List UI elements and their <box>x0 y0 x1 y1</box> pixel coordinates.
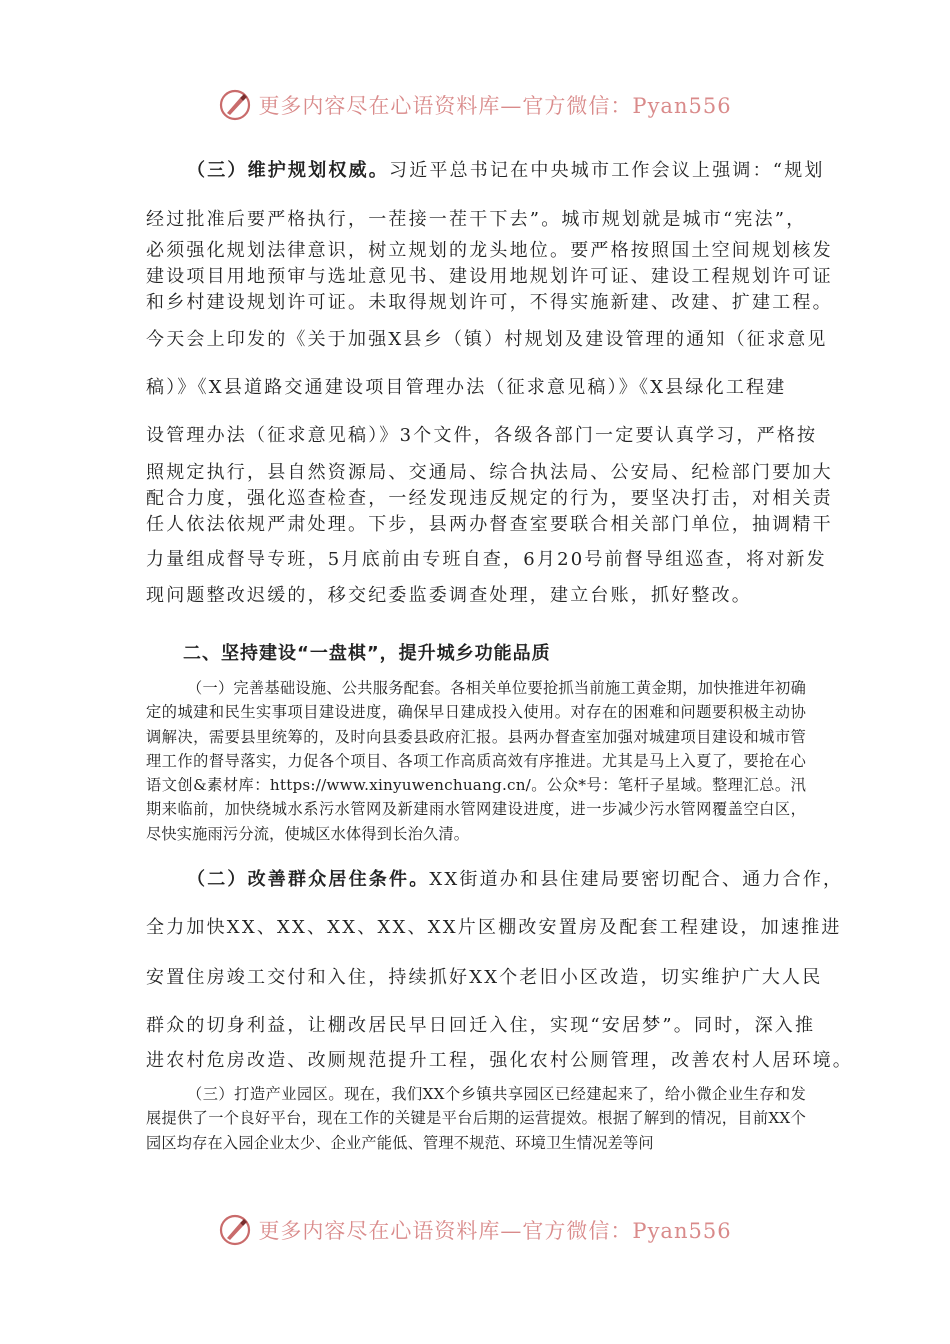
watermark-text: 更多内容尽在心语资料库—官方微信：Pyan556 <box>258 94 732 118</box>
section-lead: （三）维护规划权威。 <box>187 160 389 181</box>
text-line: 今天会上印发的《关于加强X县乡（镇）村规划及建设管理的通知（征求意见 <box>146 329 828 350</box>
section-housing <box>146 862 853 1080</box>
text-line: 照规定执行，县自然资源局、交通局、综合执法局、公安局、纪检部门要加大 <box>146 462 833 483</box>
text-line: 安置住房竣工交付和入住，持续抓好XX个老旧小区改造，切实维护广大人民 <box>146 967 823 989</box>
section-planning-authority <box>146 152 833 610</box>
watermark-footer <box>0 1213 950 1247</box>
text-line: 经过批准后要严格执行，一茬接一茬干下去”。城市规划就是城市“宪法”， <box>146 209 807 230</box>
text-line: 群众的切身利益，让棚改居民早日回迁入住，实现“安居梦”。同时，深入推 <box>146 1015 816 1037</box>
text-line: 和乡村建设规划许可证。未取得规划许可，不得实施新建、改建、扩建工程。 <box>146 292 833 313</box>
text-line: 稿）》《X县道路交通建设项目管理办法（征求意见稿）》《X县绿化工程建 <box>146 377 787 398</box>
text-line: 现问题整改迟缓的，移交纪委监委调查处理，建立台账，抓好整改。 <box>146 585 752 606</box>
pen-logo-icon <box>218 88 252 122</box>
text-line: 设管理办法（征求意见稿）》3个文件，各级各部门一定要认真学习，严格按 <box>146 425 818 446</box>
section-lead: （二）改善群众居住条件。 <box>187 869 430 891</box>
text-line: 进农村危房改造、改厕规范提升工程，强化农村公厕管理，改善农村人居环境。 <box>146 1050 853 1072</box>
text-line: 全力加快XX、XX、XX、XX、XX片区棚改安置房及配套工程建设，加速推进 <box>146 917 842 939</box>
text-line: XX街道办和县住建局要密切配合、通力合作， <box>429 869 844 891</box>
text-line: 建设项目用地预审与选址意见书、建设用地规划许可证、建设工程规划许可证 <box>146 266 833 287</box>
text-line: 习近平总书记在中央城市工作会议上强调：“规划 <box>389 160 825 181</box>
text-line: 任人依法依规严肃处理。下步，县两办督查室要联合相关部门单位，抽调精干 <box>146 514 833 535</box>
pen-logo-icon <box>218 1213 252 1247</box>
watermark-header <box>0 88 950 122</box>
text-line: 必须强化规划法律意识，树立规划的龙头地位。要严格按照国土空间规划核发 <box>146 240 833 261</box>
section-infrastructure: （一）完善基础设施、公共服务配套。各相关单位要抢抓当前施工黄金期，加快推进年初确定的城建和民生实事项目建设进度，确保早日建成投入使用。对存在的困难和问题要积极主动协调解决，需要县里统筹的，及时向县委县政府汇报。县两办督查室加强对城建项目建设和城市管理工作的督导落实，力促各个项目、各项工作高质高效有序推进。尤其是马上入夏了，要抢在心语文创&素材库：https://www.xinyuwenchuang.cn/。公众*号：笔杆子星域。整理汇总。汛期来临前，加快绕城水系污水管网及新建雨水管网建设进度，进一步减少污水管网覆盖空白区，尽快实施雨污分流，使城区水体得到长治久清。 <box>146 679 806 843</box>
text-line: 配合力度，强化巡查检查，一经发现违反规定的行为，要坚决打击，对相关责 <box>146 488 833 509</box>
text-line: 力量组成督导专班，5月底前由专班自查，6月20号前督导组巡查，将对新发 <box>146 549 827 570</box>
document-body <box>146 152 853 1155</box>
section-industrial-park: （三）打造产业园区。现在，我们XX个乡镇共享园区已经建起来了，给小微企业生存和发展提供了一个良好平台，现在工作的关键是平台后期的运营提效。根据了解到的情况，目前XX个园区均存在入园企业太少、企业产能低、管理不规范、环境卫生情况差等问 <box>146 1085 806 1152</box>
heading-two: 二、坚持建设“一盘棋”，提升城乡功能品质 <box>183 643 551 664</box>
watermark-text: 更多内容尽在心语资料库—官方微信：Pyan556 <box>258 1219 732 1243</box>
